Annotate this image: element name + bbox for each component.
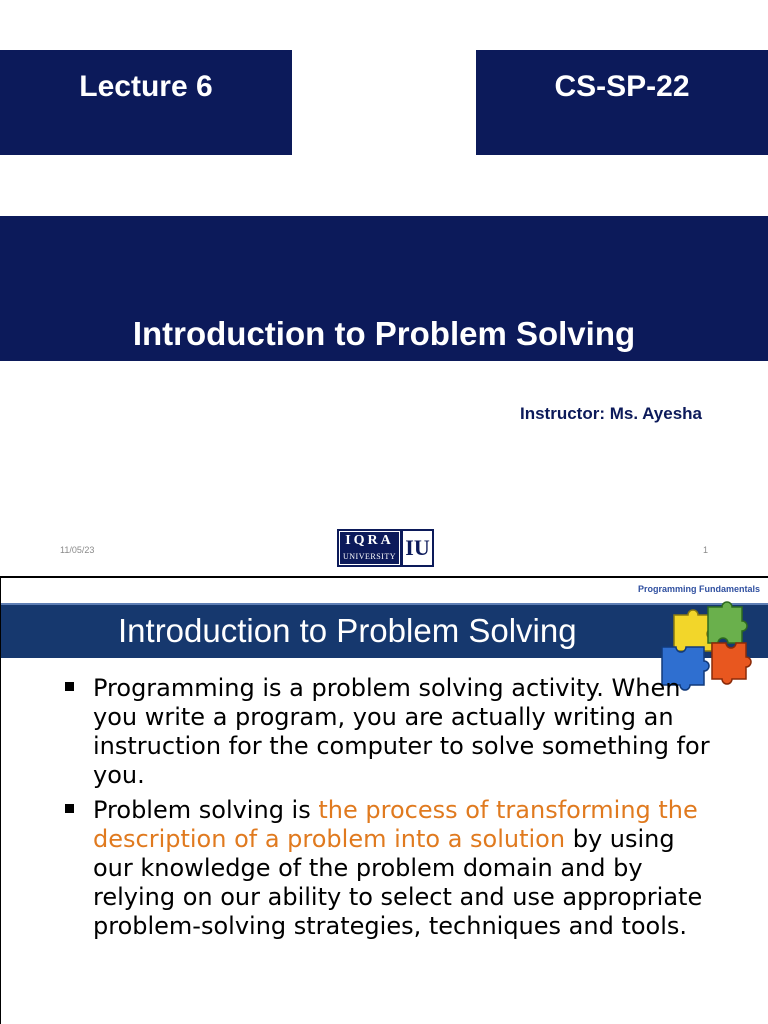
list-item (1, 796, 721, 941)
footer-date: 11/05/23 (60, 545, 95, 555)
logo-iqra-text: IQRA (345, 533, 394, 548)
logo-monogram (403, 531, 432, 565)
lecture-label: Lecture 6 (79, 70, 213, 103)
subject-label: Programming Fundamentals (637, 584, 760, 594)
page-number: 1 (703, 545, 709, 555)
list-item (1, 674, 721, 790)
bullet-list (1, 674, 721, 947)
logo-university-text: UNIVERSITY (343, 552, 396, 561)
bullet-marker (65, 804, 74, 813)
title-band (0, 216, 768, 361)
logo-monogram-text: IU (405, 535, 430, 560)
bullet-text-end: by using our knowledge of the problem domain and by relying on our ability to select and use appropriate problem-solving strategies, techniques and tools. (93, 825, 703, 940)
slide-2-title: Introduction to Problem Solving (118, 612, 577, 649)
lecture-box (0, 50, 292, 155)
bullet-text-start: Problem solving is (93, 796, 319, 824)
logo-wordmark (339, 531, 400, 565)
iqra-university-logo (337, 529, 434, 567)
bullet-text: Programming is a problem solving activity. When you write a program, you are actually writing an instruction for the computer to solve something for you. (93, 674, 710, 789)
bullet-marker (65, 682, 74, 691)
course-code: CS-SP-22 (554, 70, 690, 103)
title-bar (1, 603, 768, 658)
highlighted-definition: the process of transforming the description of a problem into a solution (93, 796, 698, 853)
instructor-name: Instructor: Ms. Ayesha (519, 404, 702, 423)
slide-title: Introduction to Problem Solving (132, 315, 636, 352)
course-code-box (476, 50, 768, 155)
slide-2 (0, 576, 768, 1024)
